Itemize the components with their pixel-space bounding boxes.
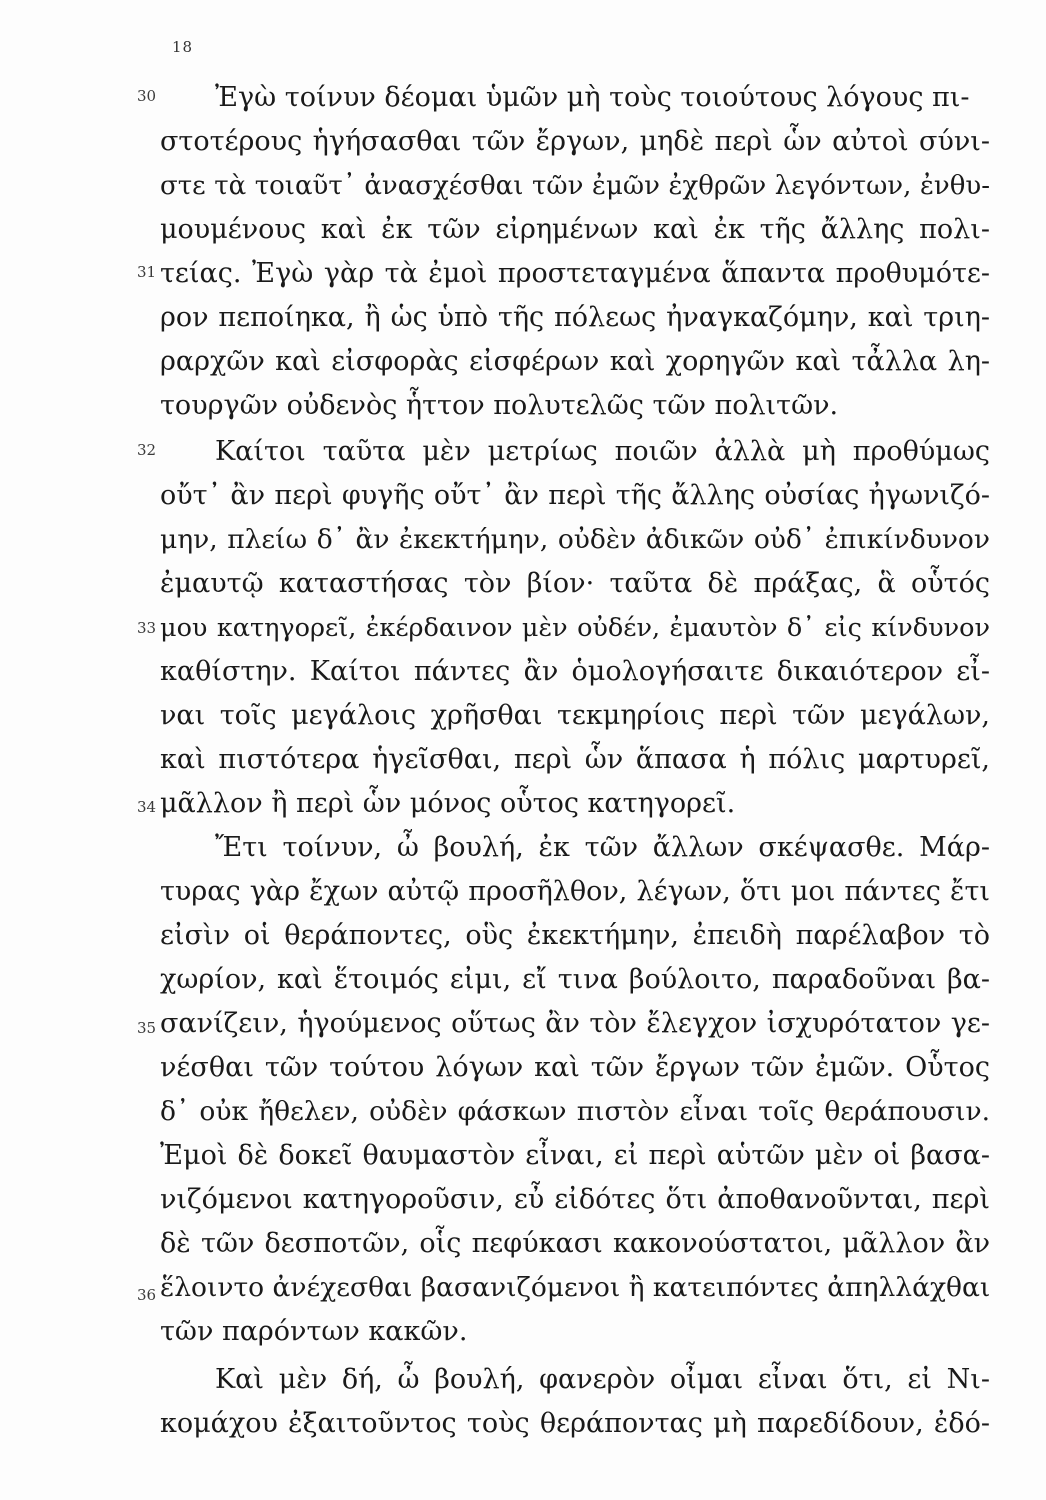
text-line: ναι τοῖς μεγάλοις χρῆσθαι τεκμηρίοις περὶ τῶν μεγάλων, [160, 700, 990, 731]
section-number: 32 [137, 441, 157, 459]
text-line: τείας. Ἐγὼ γὰρ τὰ ἐμοὶ προστεταγμένα ἅπαντα προθυμότε- [160, 258, 990, 289]
text-line: δὲ τῶν δεσποτῶν, οἷς πεφύκασι κακονούστατοι, μᾶλλον ἂν [160, 1228, 990, 1259]
text-line: μουμένους καὶ ἐκ τῶν εἰρημένων καὶ ἐκ τῆς ἄλλης πολι- [160, 214, 990, 245]
text-line: Ἔτι τοίνυν, ὦ βουλή, ἐκ τῶν ἄλλων σκέψασθε. Μάρ- [215, 832, 990, 863]
text-line: νιζόμενοι κατηγοροῦσιν, εὖ εἰδότες ὅτι ἀποθανοῦνται, περὶ [160, 1184, 990, 1215]
section-number: 33 [137, 619, 157, 637]
text-line: ρον πεποίηκα, ἢ ὡς ὑπὸ τῆς πόλεως ἠναγκαζόμην, καὶ τριη- [160, 302, 990, 333]
section-number: 34 [137, 798, 157, 816]
text-line: ἐμαυτῷ καταστήσας τὸν βίον· ταῦτα δὲ πράξας, ἃ οὗτός [160, 568, 990, 599]
text-line: τυρας γὰρ ἔχων αὐτῷ προσῆλθον, λέγων, ὅτι μοι πάντες ἔτι [160, 876, 990, 907]
text-line: εἰσὶν οἱ θεράποντες, οὓς ἐκεκτήμην, ἐπειδὴ παρέλαβον τὸ [160, 920, 990, 951]
text-line: μου κατηγορεῖ, ἐκέρδαινον μὲν οὐδέν, ἐμαυτὸν δ᾽ εἰς κίνδυνον [160, 613, 990, 643]
section-number: 30 [137, 87, 157, 105]
text-line: Ἐγὼ τοίνυν δέομαι ὑμῶν μὴ τοὺς τοιούτους λόγους πι- [215, 82, 970, 113]
text-line: στε τὰ τοιαῦτ᾽ ἀνασχέσθαι τῶν ἐμῶν ἐχθρῶν λεγόντων, ἐνθυ- [160, 171, 990, 201]
section-number: 35 [137, 1019, 157, 1037]
text-line: δ᾽ οὐκ ἤθελεν, οὐδὲν φάσκων πιστὸν εἶναι τοῖς θεράπουσιν. [160, 1096, 990, 1127]
text-line: Καίτοι ταῦτα μὲν μετρίως ποιῶν ἀλλὰ μὴ προθύμως [215, 436, 990, 467]
text-line: μᾶλλον ἢ περὶ ὧν μόνος οὗτος κατηγορεῖ. [160, 788, 736, 819]
text-line: καθίστην. Καίτοι πάντες ἂν ὁμολογήσαιτε δικαιότερον εἶ- [160, 656, 990, 687]
text-line: στοτέρους ἡγήσασθαι τῶν ἔργων, μηδὲ περὶ ὧν αὐτοὶ σύνι- [160, 126, 990, 157]
page-number: 18 [172, 38, 194, 56]
text-line: Ἐμοὶ δὲ δοκεῖ θαυμαστὸν εἶναι, εἰ περὶ αὑτῶν μὲν οἱ βασα- [160, 1140, 990, 1171]
text-line: ἕλοιντο ἀνέχεσθαι βασανιζόμενοι ἢ κατειπόντες ἀπηλλάχθαι [160, 1272, 991, 1303]
text-line: μην, πλείω δ᾽ ἂν ἐκεκτήμην, οὐδὲν ἀδικῶν οὐδ᾽ ἐπικίνδυνον [160, 524, 990, 555]
section-number: 31 [137, 263, 157, 281]
text-line: Καὶ μὲν δή, ὦ βουλή, φανερὸν οἶμαι εἶναι ὅτι, εἰ Νι- [215, 1364, 990, 1395]
text-line: οὔτ᾽ ἂν περὶ φυγῆς οὔτ᾽ ἂν περὶ τῆς ἄλλης οὐσίας ἠγωνιζό- [160, 480, 990, 511]
text-line: τῶν παρόντων κακῶν. [160, 1316, 468, 1347]
text-line: σανίζειν, ἡγούμενος οὕτως ἂν τὸν ἔλεγχον ἰσχυρότατον γε- [160, 1008, 990, 1039]
text-line: καὶ πιστότερα ἡγεῖσθαι, περὶ ὧν ἅπασα ἡ πόλις μαρτυρεῖ, [160, 744, 990, 775]
text-line: κομάχου ἐξαιτοῦντος τοὺς θεράποντας μὴ παρεδίδουν, ἐδό- [160, 1408, 990, 1439]
section-number: 36 [137, 1286, 157, 1304]
text-line: τουργῶν οὐδενὸς ἧττον πολυτελῶς τῶν πολιτῶν. [160, 390, 839, 421]
text-line: ραρχῶν καὶ εἰσφορὰς εἰσφέρων καὶ χορηγῶν καὶ τἆλλα λη- [160, 346, 990, 377]
text-line: χωρίον, καὶ ἕτοιμός εἰμι, εἴ τινα βούλοιτο, παραδοῦναι βα- [160, 964, 990, 995]
text-line: νέσθαι τῶν τούτου λόγων καὶ τῶν ἔργων τῶν ἐμῶν. Οὗτος [160, 1052, 990, 1083]
